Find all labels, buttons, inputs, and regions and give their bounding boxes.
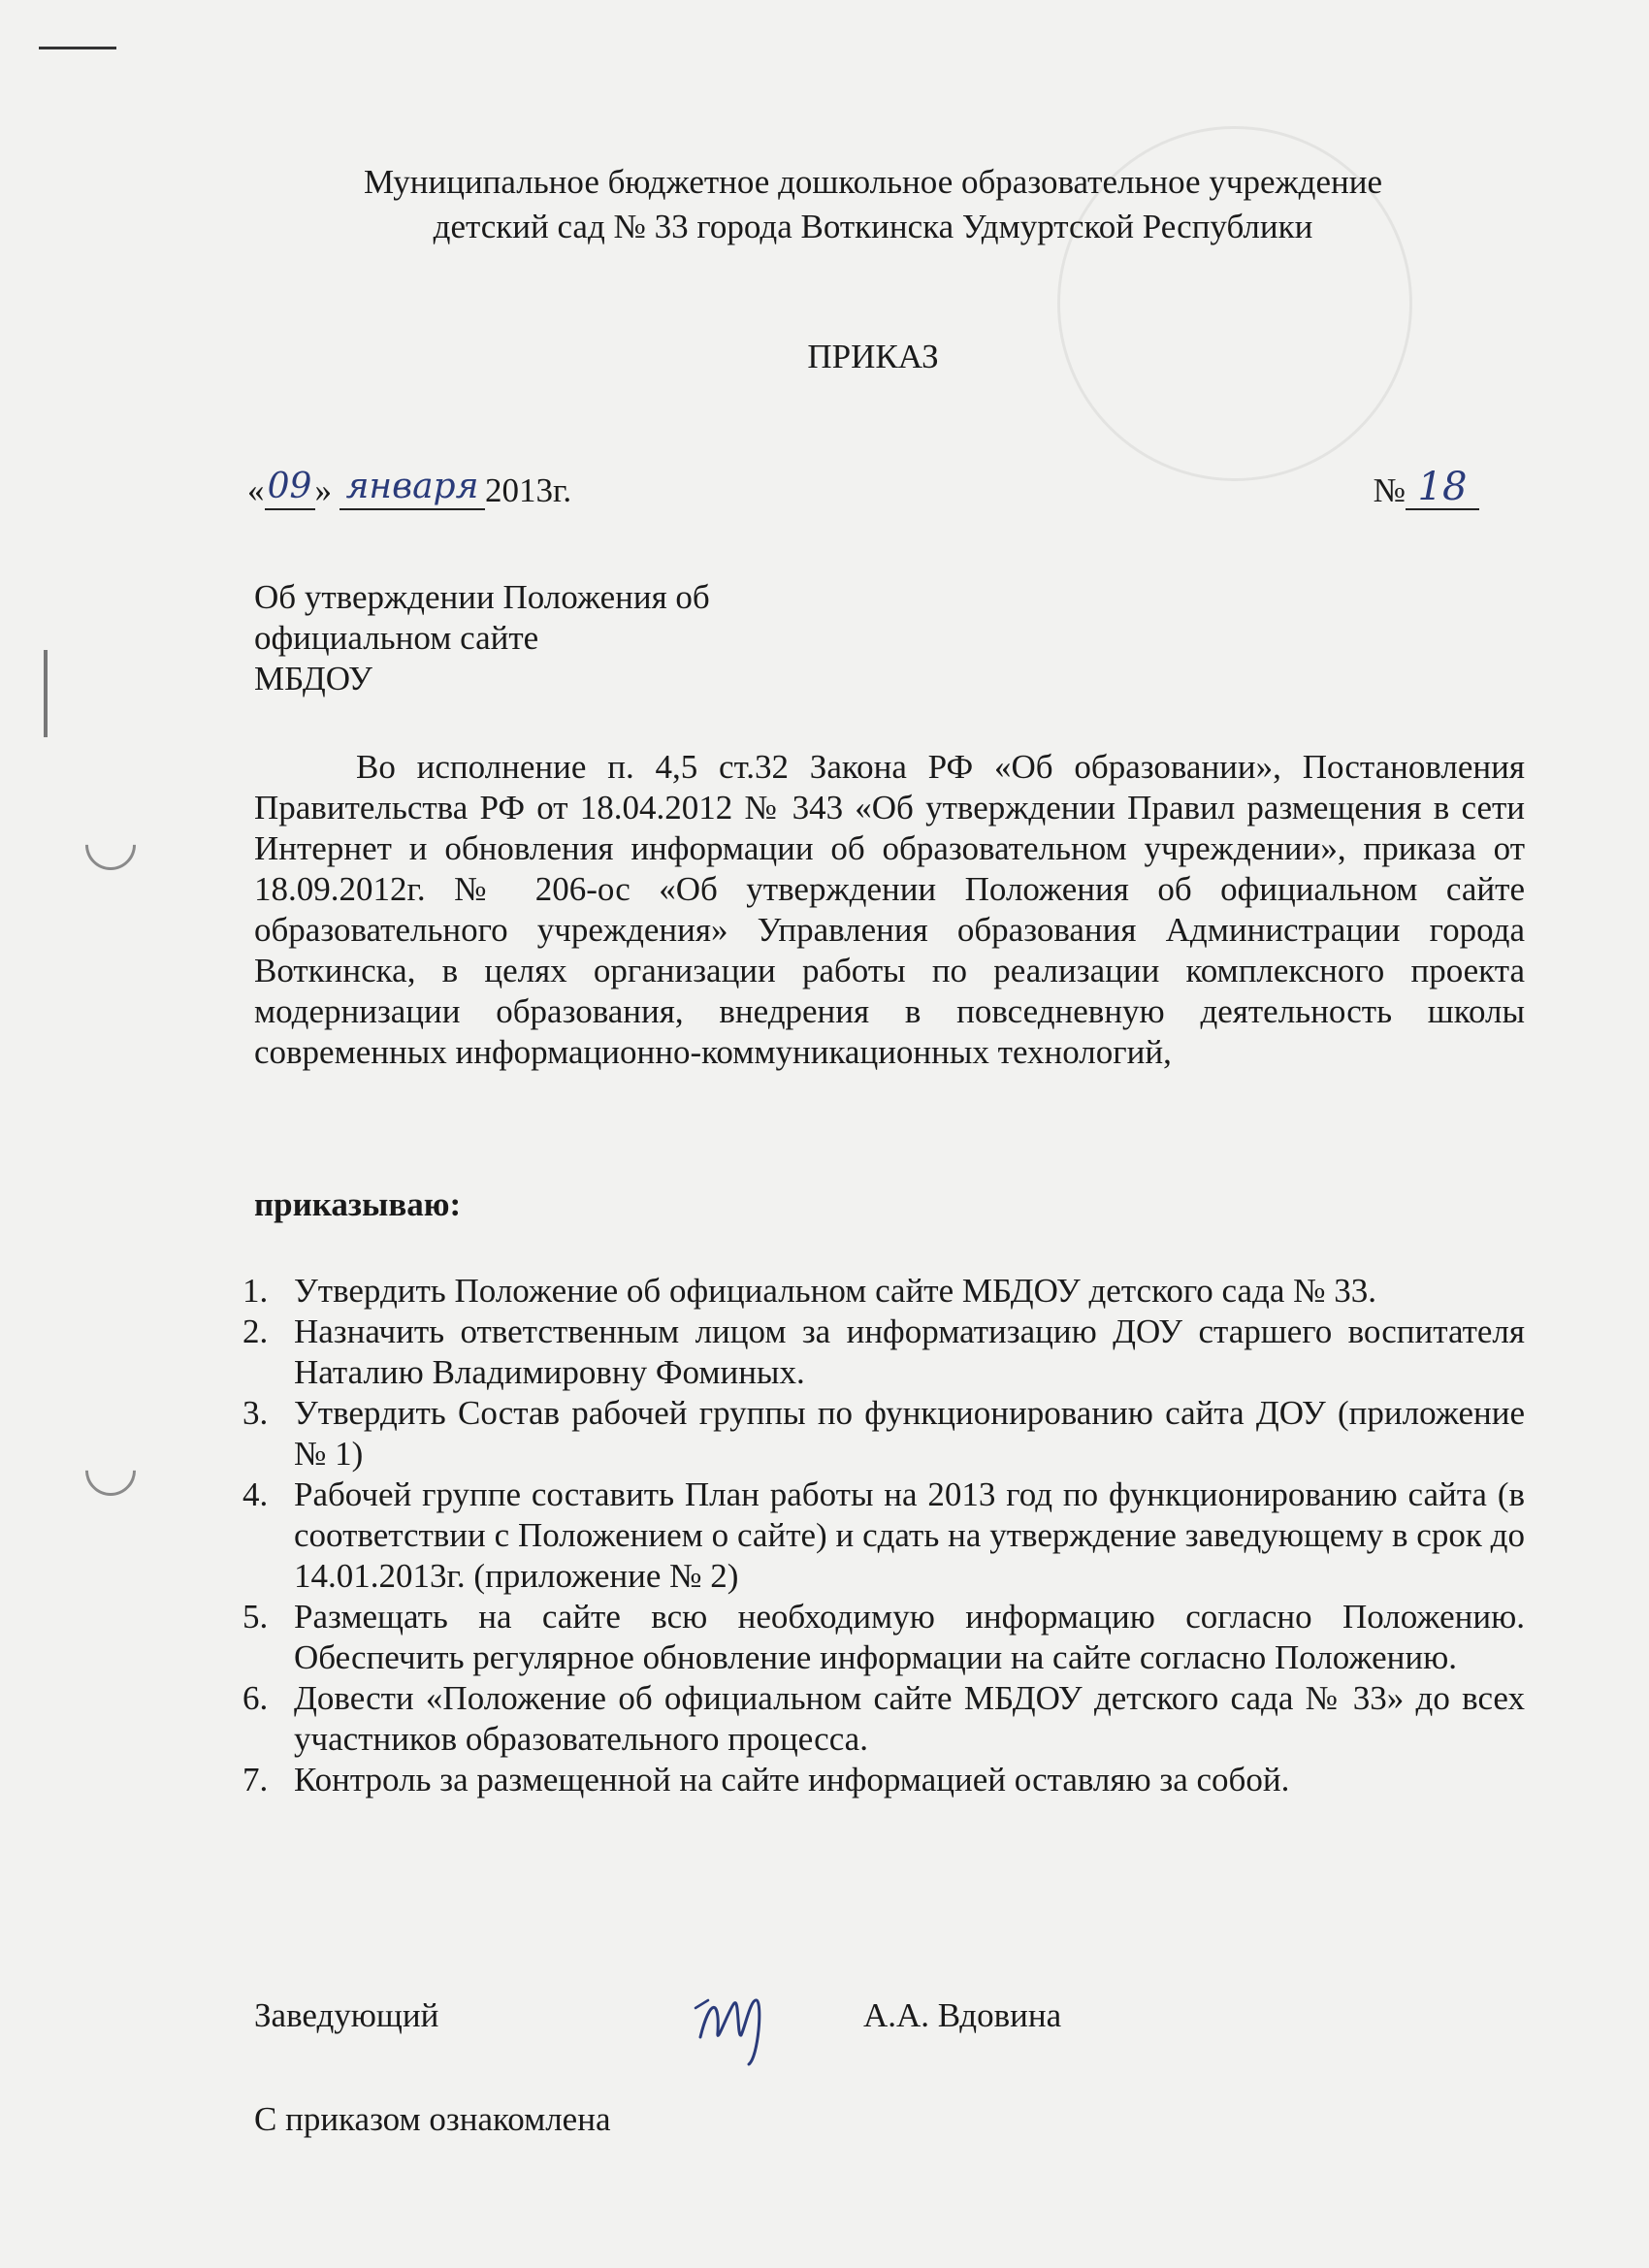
item-number: 6. xyxy=(242,1679,269,1717)
signatory-name: А.А. Вдовина xyxy=(863,1996,1062,2034)
document-title: ПРИКАЗ xyxy=(807,338,939,375)
list-item xyxy=(238,1678,1525,1760)
order-number xyxy=(1374,466,1479,510)
punch-hole-bottom xyxy=(75,1435,146,1507)
corner-mark xyxy=(39,47,116,49)
preamble-paragraph: Во исполнение п. 4,5 ст.32 Закона РФ «Об образовании», Постановления Правительства РФ от 18.04.2012 № 343 «Об утверждении Правил размещения в сети Интернет и обновления информации об образовательном учреждении», приказа от 18.09.2012г. № 206-ос «Об утверждении Положения об официальном сайте образовательного учреждения» Управления образования Администрации города Воткинска, в целях организации работы по реализации комплексного проекта модернизации образования, внедрения в повседневную деятельность школы современных информационно-коммуникационных технологий, xyxy=(254,748,1525,1071)
punch-hole-top xyxy=(75,809,146,881)
order-subject xyxy=(254,577,836,699)
date-day: 09 xyxy=(265,466,315,510)
date-month: января xyxy=(340,466,485,510)
subject-line-2: МБДОУ xyxy=(254,660,372,697)
header-line-2: детский сад № 33 города Воткинска Удмуртской Республики xyxy=(433,208,1313,245)
item-number: 7. xyxy=(242,1761,269,1798)
edge-mark xyxy=(44,650,48,737)
order-items-list xyxy=(238,1271,1525,1800)
number-value: 18 xyxy=(1406,466,1479,510)
item-text: Довести «Положение об официальном сайте МБДОУ детского сада № 33» до всех участников образовательного процесса. xyxy=(294,1679,1525,1758)
handwritten-signature xyxy=(681,1979,788,2066)
list-item xyxy=(238,1597,1525,1678)
item-text: Утвердить Положение об официальном сайте МБДОУ детского сада № 33. xyxy=(294,1272,1377,1310)
number-label: № xyxy=(1373,471,1406,509)
list-item xyxy=(238,1312,1525,1393)
item-number: 2. xyxy=(242,1312,269,1350)
institution-header xyxy=(242,160,1504,249)
signature-block xyxy=(254,1979,1515,2057)
item-text: Утвердить Состав рабочей группы по функционированию сайта ДОУ (приложение № 1) xyxy=(294,1394,1525,1473)
item-number: 4. xyxy=(242,1475,269,1513)
date-number-line xyxy=(247,466,1479,524)
date-year: 2013г. xyxy=(485,471,572,509)
item-number: 5. xyxy=(242,1598,269,1636)
signatory-role: Заведующий xyxy=(254,1996,439,2034)
header-line-1: Муниципальное бюджетное дошкольное образовательное учреждение xyxy=(364,163,1382,201)
list-item xyxy=(238,1760,1525,1800)
item-number: 1. xyxy=(242,1272,269,1310)
item-text: Контроль за размещенной на сайте информацией оставляю за собой. xyxy=(294,1761,1290,1798)
open-quote: « xyxy=(247,471,265,509)
order-word: приказываю: xyxy=(254,1185,462,1223)
list-item xyxy=(238,1393,1525,1474)
item-text: Назначить ответственным лицом за информатизацию ДОУ старшего воспитателя Наталию Владимировну Фоминых. xyxy=(294,1312,1525,1391)
item-number: 3. xyxy=(242,1394,269,1432)
item-text: Рабочей группе составить План работы на 2013 год по функционированию сайта (в соответствии с Положением о сайте) и сдать на утверждение заведующему в срок до 14.01.2013г. (приложение № 2) xyxy=(294,1475,1525,1595)
close-quote: » xyxy=(314,471,332,509)
subject-line-1: Об утверждении Положения об официальном сайте xyxy=(254,578,710,657)
acknowledgement-line: С приказом ознакомлена xyxy=(254,2100,611,2138)
list-item xyxy=(238,1271,1525,1312)
list-item xyxy=(238,1474,1525,1597)
order-date xyxy=(247,466,571,510)
item-text: Размещать на сайте всю необходимую информацию согласно Положению. Обеспечить регулярное обновление информации на сайте согласно Положению. xyxy=(294,1598,1525,1676)
